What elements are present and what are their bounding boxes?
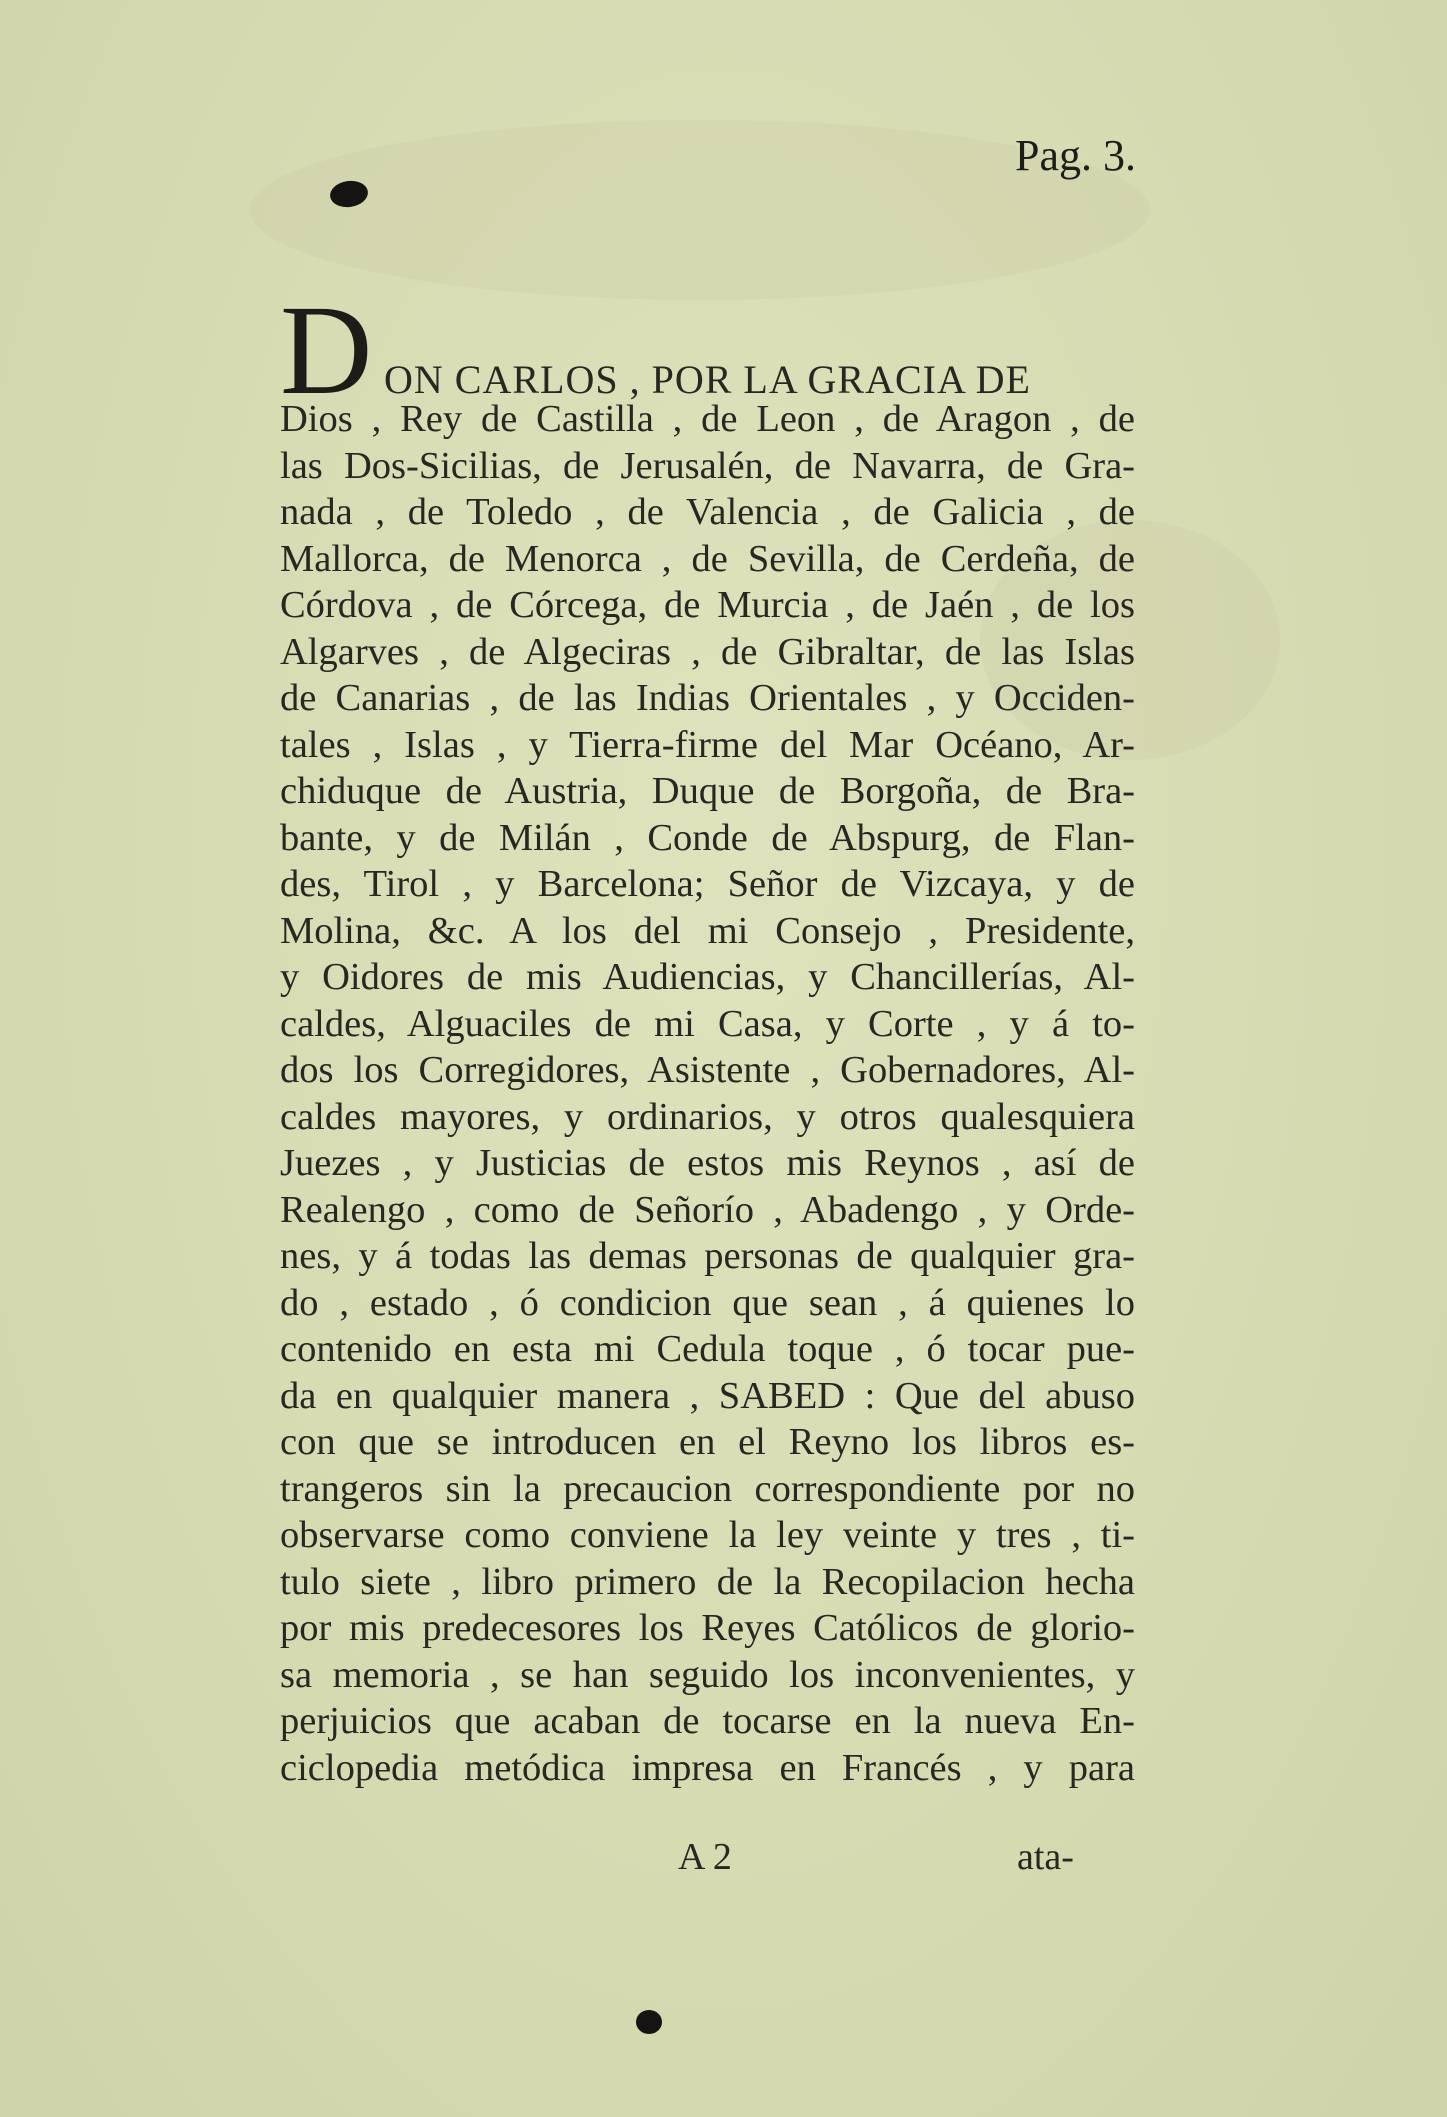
document-body [280,279,1135,1791]
text-line: Molina, &c. A los del mi Consejo , Presidente, [280,909,1135,952]
page-number: Pag. 3. [1015,131,1136,180]
text-line: tulo siete , libro primero de la Recopilacion hecha [280,1560,1135,1603]
drop-cap: D [280,279,373,421]
text-line: chiduque de Austria, Duque de Borgoña, de Bra- [280,770,1135,812]
text-line: nada , de Toledo , de Valencia , de Galicia , de [280,491,1135,533]
text-line: ciclopedia metódica impresa en Francés , y para [280,1746,1135,1789]
text-line: Realengo , como de Señorío , Abadengo , y Orde- [280,1188,1135,1231]
signature-mark: A 2 [678,1836,732,1878]
text-line: observarse como conviene la ley veinte y tres , ti- [280,1514,1135,1556]
opening-text: ON CARLOS , POR LA GRACIA DE [384,357,1031,402]
text-line: contenido en esta mi Cedula toque , ó tocar pue- [280,1328,1135,1370]
text-line: nes, y á todas las demas personas de qualquier gra- [280,1235,1135,1277]
text-line: tales , Islas , y Tierra-firme del Mar Océano, Ar- [280,723,1135,766]
text-line: Dios , Rey de Castilla , de Leon , de Aragon , de [280,398,1135,440]
text-line: y Oidores de mis Audiencias, y Chancillerías, Al- [280,956,1135,998]
text-line: Algarves , de Algeciras , de Gibraltar, de las Islas [280,630,1135,673]
text-line: caldes, Alguaciles de mi Casa, y Corte , y á to- [280,1002,1135,1045]
text-line: Juezes , y Justicias de estos mis Reynos , así de [280,1142,1135,1184]
catchword: ata- [1017,1836,1074,1878]
text-line: perjuicios que acaban de tocarse en la nueva En- [280,1700,1135,1742]
text-line: Córdova , de Córcega, de Murcia , de Jaén , de los [280,584,1135,626]
text-line: do , estado , ó condicion que sean , á quienes lo [280,1281,1135,1324]
text-line: por mis predecesores los Reyes Católicos de glorio- [280,1607,1135,1649]
text-line: caldes mayores, y ordinarios, y otros qualesquiera [280,1095,1135,1138]
text-line: da en qualquier manera , SABED : Que del abuso [280,1374,1135,1417]
text-line: las Dos-Sicilias, de Jerusalén, de Navarra, de Gra- [280,444,1135,487]
text-line: con que se introducen en el Reyno los libros es- [280,1421,1135,1463]
text-line: bante, y de Milán , Conde de Abspurg, de Flan- [280,816,1135,859]
page-header [0,130,1447,190]
text-line: des, Tirol , y Barcelona; Señor de Vizcaya, y de [280,863,1135,905]
ink-blot [636,2010,662,2034]
text-line: trangeros sin la precaucion correspondiente por no [280,1467,1135,1510]
text-line: Mallorca, de Menorca , de Sevilla, de Cerdeña, de [280,537,1135,580]
text-line: dos los Corregidores, Asistente , Gobernadores, Al- [280,1049,1135,1091]
text-line: sa memoria , se han seguido los inconvenientes, y [280,1653,1135,1696]
page-footer [0,1835,1447,1885]
text-line: de Canarias , de las Indias Orientales , y Occiden- [280,677,1135,719]
